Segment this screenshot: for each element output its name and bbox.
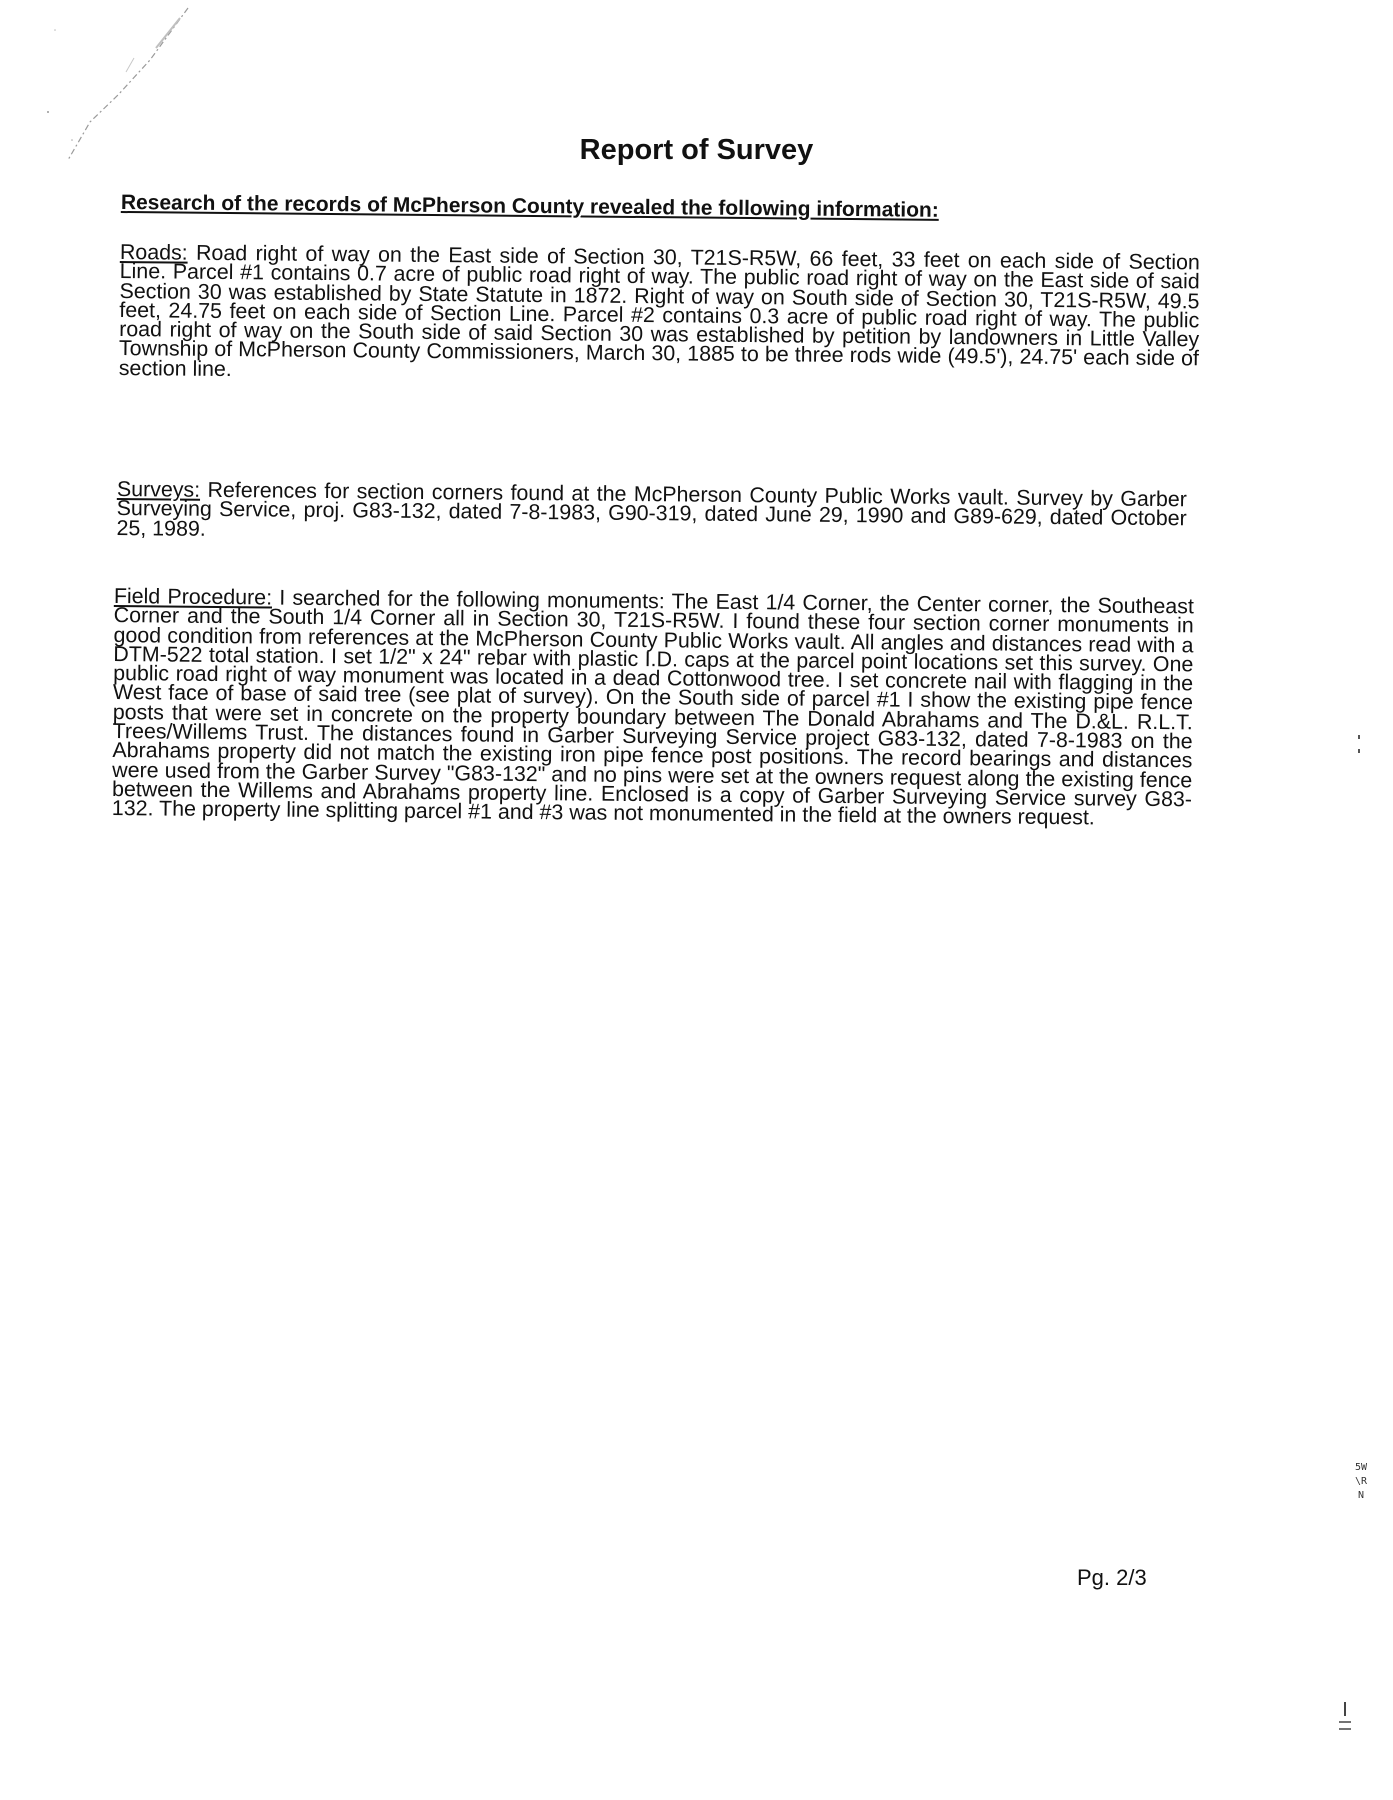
margin-note: N	[1358, 1490, 1365, 1501]
page-number: Pg. 2/3	[1077, 1565, 1147, 1590]
roads-paragraph	[118, 240, 1200, 388]
field-procedure-paragraph	[111, 584, 1194, 830]
margin-note: 5W	[1355, 1462, 1368, 1473]
roads-label: Roads:	[119, 240, 188, 265]
surveys-paragraph	[116, 477, 1187, 548]
surveys-text: References for section corners found at the McPherson County Public Works vault. Survey by Garber Surveying Service, proj. G83-132, dated 7-8-1983, G90-319, dated June 29, 1990 and G89-629, dated October 25, 1989.	[116, 477, 1187, 541]
edge-scan-mark-top-2	[1358, 749, 1360, 753]
section-heading: Research of the records of McPherson County revealed the following information:	[120, 191, 939, 222]
field-procedure-label: Field Procedure:	[113, 584, 273, 610]
edge-scan-mark-top	[1358, 735, 1360, 739]
surveys-label: Surveys:	[116, 477, 201, 502]
field-procedure-text: I searched for the following monuments: The East 1/4 Corner, the Center corner, the Southeast Corner and the South 1/4 Corner all in Section 30, T21S-R5W. I found these four section corner monuments in good condition from references at the McPherson County Public Works vault. All angles and distances read with a DTM-522 total station. I set 1/2" x 24" rebar with plastic I.D. caps at the parcel point locations set this survey. One public road right of way monument was located in a dead Cottonwood tree. I set concrete nail with flagging in the West face of base of said tree (see plat of survey). On the South side of parcel #1 I show the existing pipe fence posts that were set in concrete on the property boundary between The Donald Abrahams and The D.&L. R.L.T. Trees/Willems Trust. The distances found in Garber Surveying Service project G83-132, dated 7-8-1983 on the Abrahams property did not match the existing iron pipe fence post positions. The record bearings and distances were used from the Garber Survey "G83-132" and no pins were set at the owners request along the existing fence between the Willems and Abrahams property line. Enclosed is a copy of Garber Surveying Service survey G83-132. The property line splitting parcel #1 and #3 was not monumented in the field at the owners request.	[111, 585, 1194, 830]
margin-note: \R	[1355, 1476, 1368, 1487]
roads-text: Road right of way on the East side of Section 30, T21S-R5W, 66 feet, 33 feet on each side of Section Line. Parcel #1 contains 0.7 acre of public road right of way. The public road right of way on the East side of said Section 30 was established by State Statute in 1872. Right of way on South side of Section 30, T21S-R5W, 49.5 feet, 24.75 feet on each side of Section Line. Parcel #2 contains 0.3 acre of public road right of way. The public road right of way on the South side of said Section 30 was established by petition by landowners in Little Valley Township of McPherson County Commissioners, March 30, 1885 to be three rods wide (49.5'), 24.75' each side of section line.	[118, 240, 1200, 381]
page-title: Report of Survey	[579, 134, 814, 166]
bottom-scan-mark	[1338, 1702, 1352, 1732]
